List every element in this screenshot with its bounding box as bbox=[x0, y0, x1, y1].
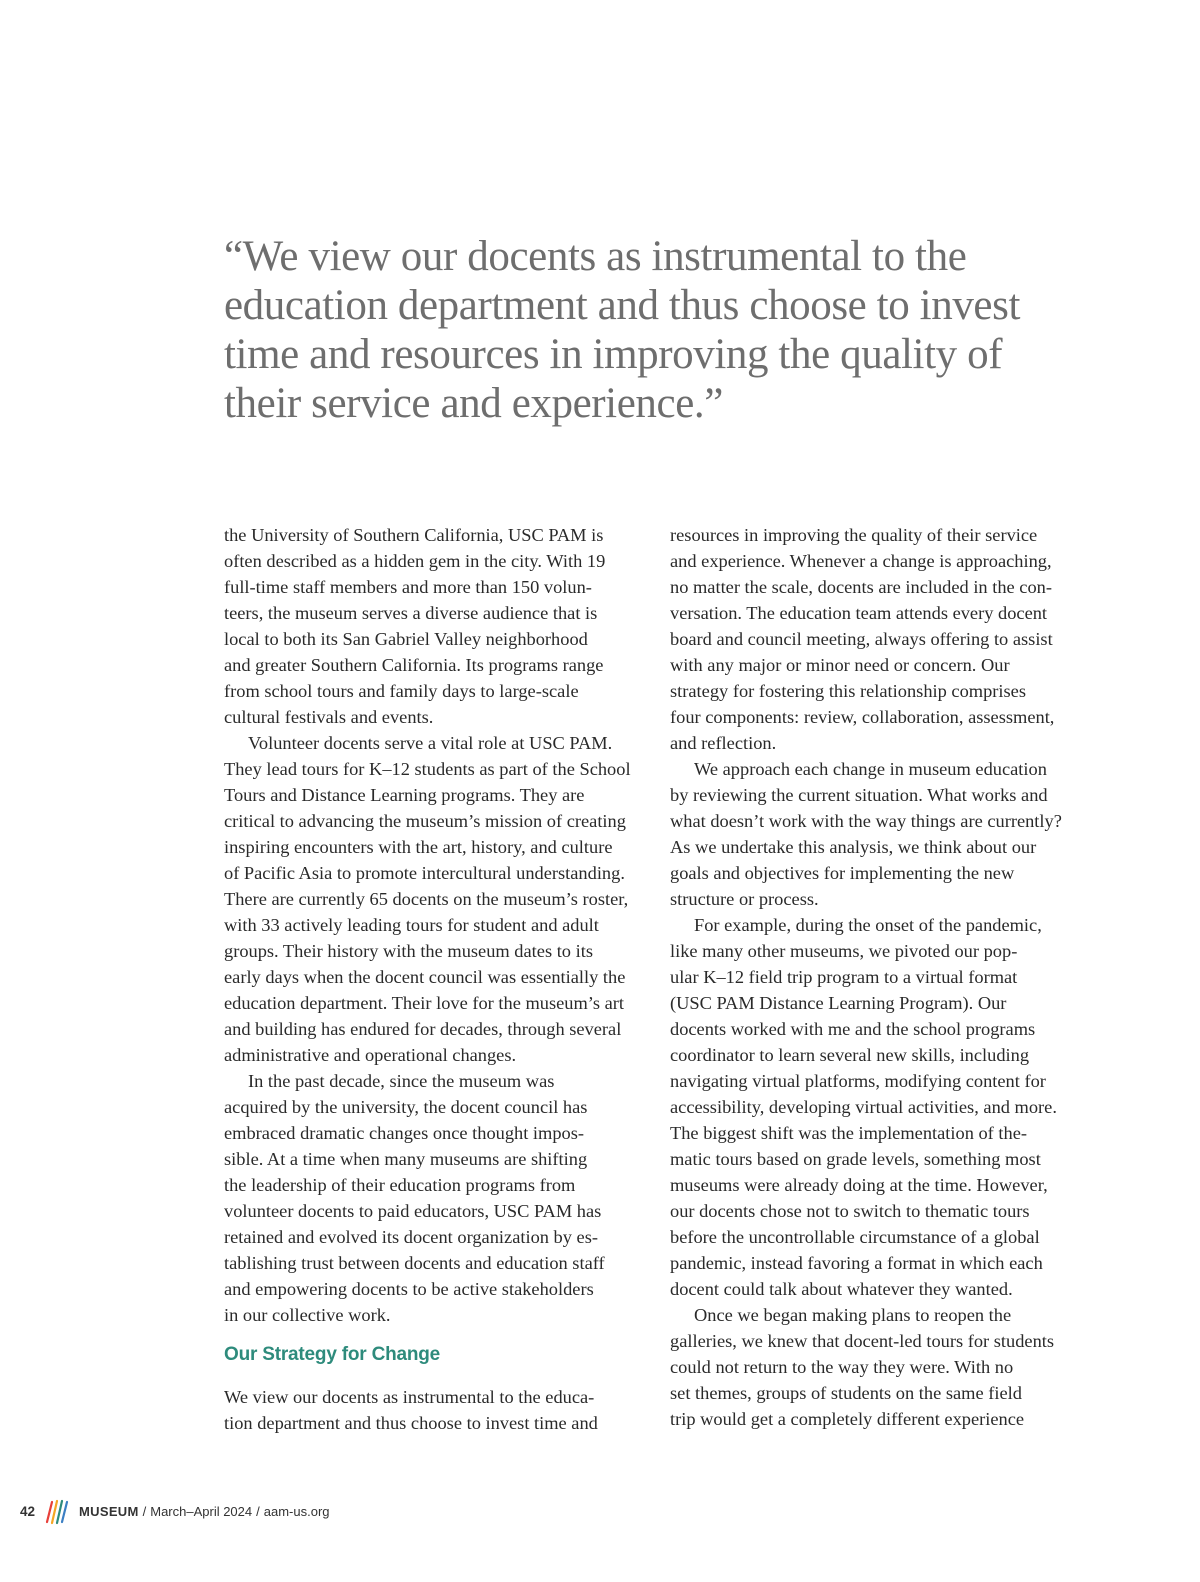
text-line: volunteer docents to paid educators, USC PAM has bbox=[224, 1201, 602, 1221]
text-line: navigating virtual platforms, modifying content for bbox=[670, 1071, 1046, 1091]
text-line: and building has endured for decades, through several bbox=[224, 1019, 622, 1039]
text-line: of Pacific Asia to promote intercultural understanding. bbox=[224, 863, 625, 883]
text-line: and experience. Whenever a change is approaching, bbox=[670, 551, 1052, 571]
text-line: matic tours based on grade levels, something most bbox=[670, 1149, 1041, 1169]
pull-quote bbox=[224, 232, 1104, 428]
text-line: four components: review, collaboration, assessment, bbox=[670, 707, 1055, 727]
section-subhead: Our Strategy for Change bbox=[224, 1344, 441, 1365]
text-line: ular K–12 field trip program to a virtual format bbox=[670, 967, 1018, 987]
magazine-name: MUSEUM bbox=[79, 1503, 139, 1519]
paragraph bbox=[224, 1384, 644, 1436]
text-line: with any major or minor need or concern. Our bbox=[670, 655, 1010, 675]
pull-quote-line: “We view our docents as instrumental to the bbox=[224, 233, 967, 280]
text-line: For example, during the onset of the pandemic, bbox=[694, 915, 1042, 935]
text-line: like many other museums, we pivoted our pop- bbox=[670, 941, 1018, 961]
text-line: accessibility, developing virtual activities, and more. bbox=[670, 1097, 1057, 1117]
pull-quote-line: time and resources in improving the quality of bbox=[224, 331, 1003, 378]
text-line: in our collective work. bbox=[224, 1305, 391, 1325]
text-line: set themes, groups of students on the same field bbox=[670, 1383, 1022, 1403]
text-line: with 33 actively leading tours for student and adult bbox=[224, 915, 599, 935]
text-line: cultural festivals and events. bbox=[224, 707, 434, 727]
text-line: pandemic, instead favoring a format in which each bbox=[670, 1253, 1043, 1273]
paragraph bbox=[224, 730, 644, 1068]
paragraph bbox=[670, 756, 1095, 912]
text-line: acquired by the university, the docent council has bbox=[224, 1097, 588, 1117]
text-line: and greater Southern California. Its programs range bbox=[224, 655, 604, 675]
page-number: 42 bbox=[20, 1503, 36, 1519]
text-line: teers, the museum serves a diverse audience that is bbox=[224, 603, 598, 623]
pull-quote-line: education department and thus choose to invest bbox=[224, 282, 1020, 329]
text-line: They lead tours for K–12 students as part of the School bbox=[224, 759, 631, 779]
left-column bbox=[224, 522, 644, 1436]
text-line: museums were already doing at the time. However, bbox=[670, 1175, 1048, 1195]
text-line: As we undertake this analysis, we think about our bbox=[670, 837, 1037, 857]
text-line: before the uncontrollable circumstance of a global bbox=[670, 1227, 1040, 1247]
text-line: education department. Their love for the museum’s art bbox=[224, 993, 625, 1013]
text-line: critical to advancing the museum’s mission of creating bbox=[224, 811, 626, 831]
museum-logo-icon bbox=[43, 1496, 71, 1526]
text-line: tion department and thus choose to invest time and bbox=[224, 1412, 598, 1433]
right-column bbox=[670, 522, 1095, 1432]
text-line: full-time staff members and more than 150 volun- bbox=[224, 577, 592, 597]
text-line: galleries, we knew that docent-led tours for students bbox=[670, 1331, 1055, 1351]
text-line: could not return to the way they were. With no bbox=[670, 1357, 1014, 1377]
text-line: what doesn’t work with the way things are currently? bbox=[670, 811, 1062, 831]
text-line: the University of Southern California, USC PAM is bbox=[224, 525, 604, 545]
text-line: We view our docents as instrumental to the educa- bbox=[224, 1386, 595, 1407]
text-line: There are currently 65 docents on the museum’s roster, bbox=[224, 889, 629, 909]
text-line: the leadership of their education programs from bbox=[224, 1175, 576, 1195]
text-line: board and council meeting, always offering to assist bbox=[670, 629, 1053, 649]
text-line: Volunteer docents serve a vital role at USC PAM. bbox=[248, 733, 613, 753]
text-line: our docents chose not to switch to thematic tours bbox=[670, 1201, 1030, 1221]
text-line: strategy for fostering this relationship comprises bbox=[670, 681, 1026, 701]
text-line: groups. Their history with the museum dates to its bbox=[224, 941, 593, 961]
paragraph bbox=[670, 1302, 1095, 1432]
text-line: early days when the docent council was essentially the bbox=[224, 967, 626, 987]
footer-separator: / bbox=[142, 1503, 147, 1519]
pull-quote-line: their service and experience.” bbox=[224, 380, 723, 427]
text-line: trip would get a completely different experience bbox=[670, 1409, 1025, 1429]
text-line: sible. At a time when many museums are shifting bbox=[224, 1149, 588, 1169]
text-line: docents worked with me and the school programs bbox=[670, 1019, 1036, 1039]
text-line: local to both its San Gabriel Valley neighborhood bbox=[224, 629, 588, 649]
paragraph bbox=[670, 522, 1095, 756]
text-line: versation. The education team attends every docent bbox=[670, 603, 1048, 623]
text-line: The biggest shift was the implementation of the- bbox=[670, 1123, 1028, 1143]
text-line: coordinator to learn several new skills, including bbox=[670, 1045, 1030, 1065]
text-line: In the past decade, since the museum was bbox=[248, 1071, 555, 1091]
text-line: tablishing trust between docents and education staff bbox=[224, 1253, 605, 1273]
text-line: inspiring encounters with the art, history, and culture bbox=[224, 837, 613, 857]
text-line: administrative and operational changes. bbox=[224, 1045, 517, 1065]
website-link[interactable]: aam-us.org bbox=[263, 1503, 330, 1519]
paragraph bbox=[224, 1068, 644, 1328]
paragraph bbox=[224, 522, 644, 730]
text-line: We approach each change in museum education bbox=[694, 759, 1047, 779]
text-line: Tours and Distance Learning programs. They are bbox=[224, 785, 585, 805]
text-line: Once we began making plans to reopen the bbox=[694, 1305, 1012, 1325]
footer-separator: / bbox=[256, 1503, 260, 1519]
text-line: goals and objectives for implementing the new bbox=[670, 863, 1015, 883]
page-footer bbox=[20, 1496, 330, 1526]
issue-date: March–April 2024 bbox=[150, 1503, 253, 1519]
text-line: structure or process. bbox=[670, 889, 819, 909]
paragraph bbox=[670, 912, 1095, 1302]
text-line: and empowering docents to be active stakeholders bbox=[224, 1279, 594, 1299]
text-line: often described as a hidden gem in the city. With 19 bbox=[224, 551, 606, 571]
text-line: docent could talk about whatever they wanted. bbox=[670, 1279, 1013, 1299]
text-line: embraced dramatic changes once thought impos- bbox=[224, 1123, 585, 1143]
text-line: no matter the scale, docents are included in the con- bbox=[670, 577, 1052, 597]
text-line: resources in improving the quality of their service bbox=[670, 525, 1038, 545]
text-line: and reflection. bbox=[670, 733, 777, 753]
text-line: from school tours and family days to large-scale bbox=[224, 681, 579, 701]
text-line: by reviewing the current situation. What works and bbox=[670, 785, 1048, 805]
text-line: retained and evolved its docent organization by es- bbox=[224, 1227, 598, 1247]
text-line: (USC PAM Distance Learning Program). Our bbox=[670, 993, 1007, 1013]
